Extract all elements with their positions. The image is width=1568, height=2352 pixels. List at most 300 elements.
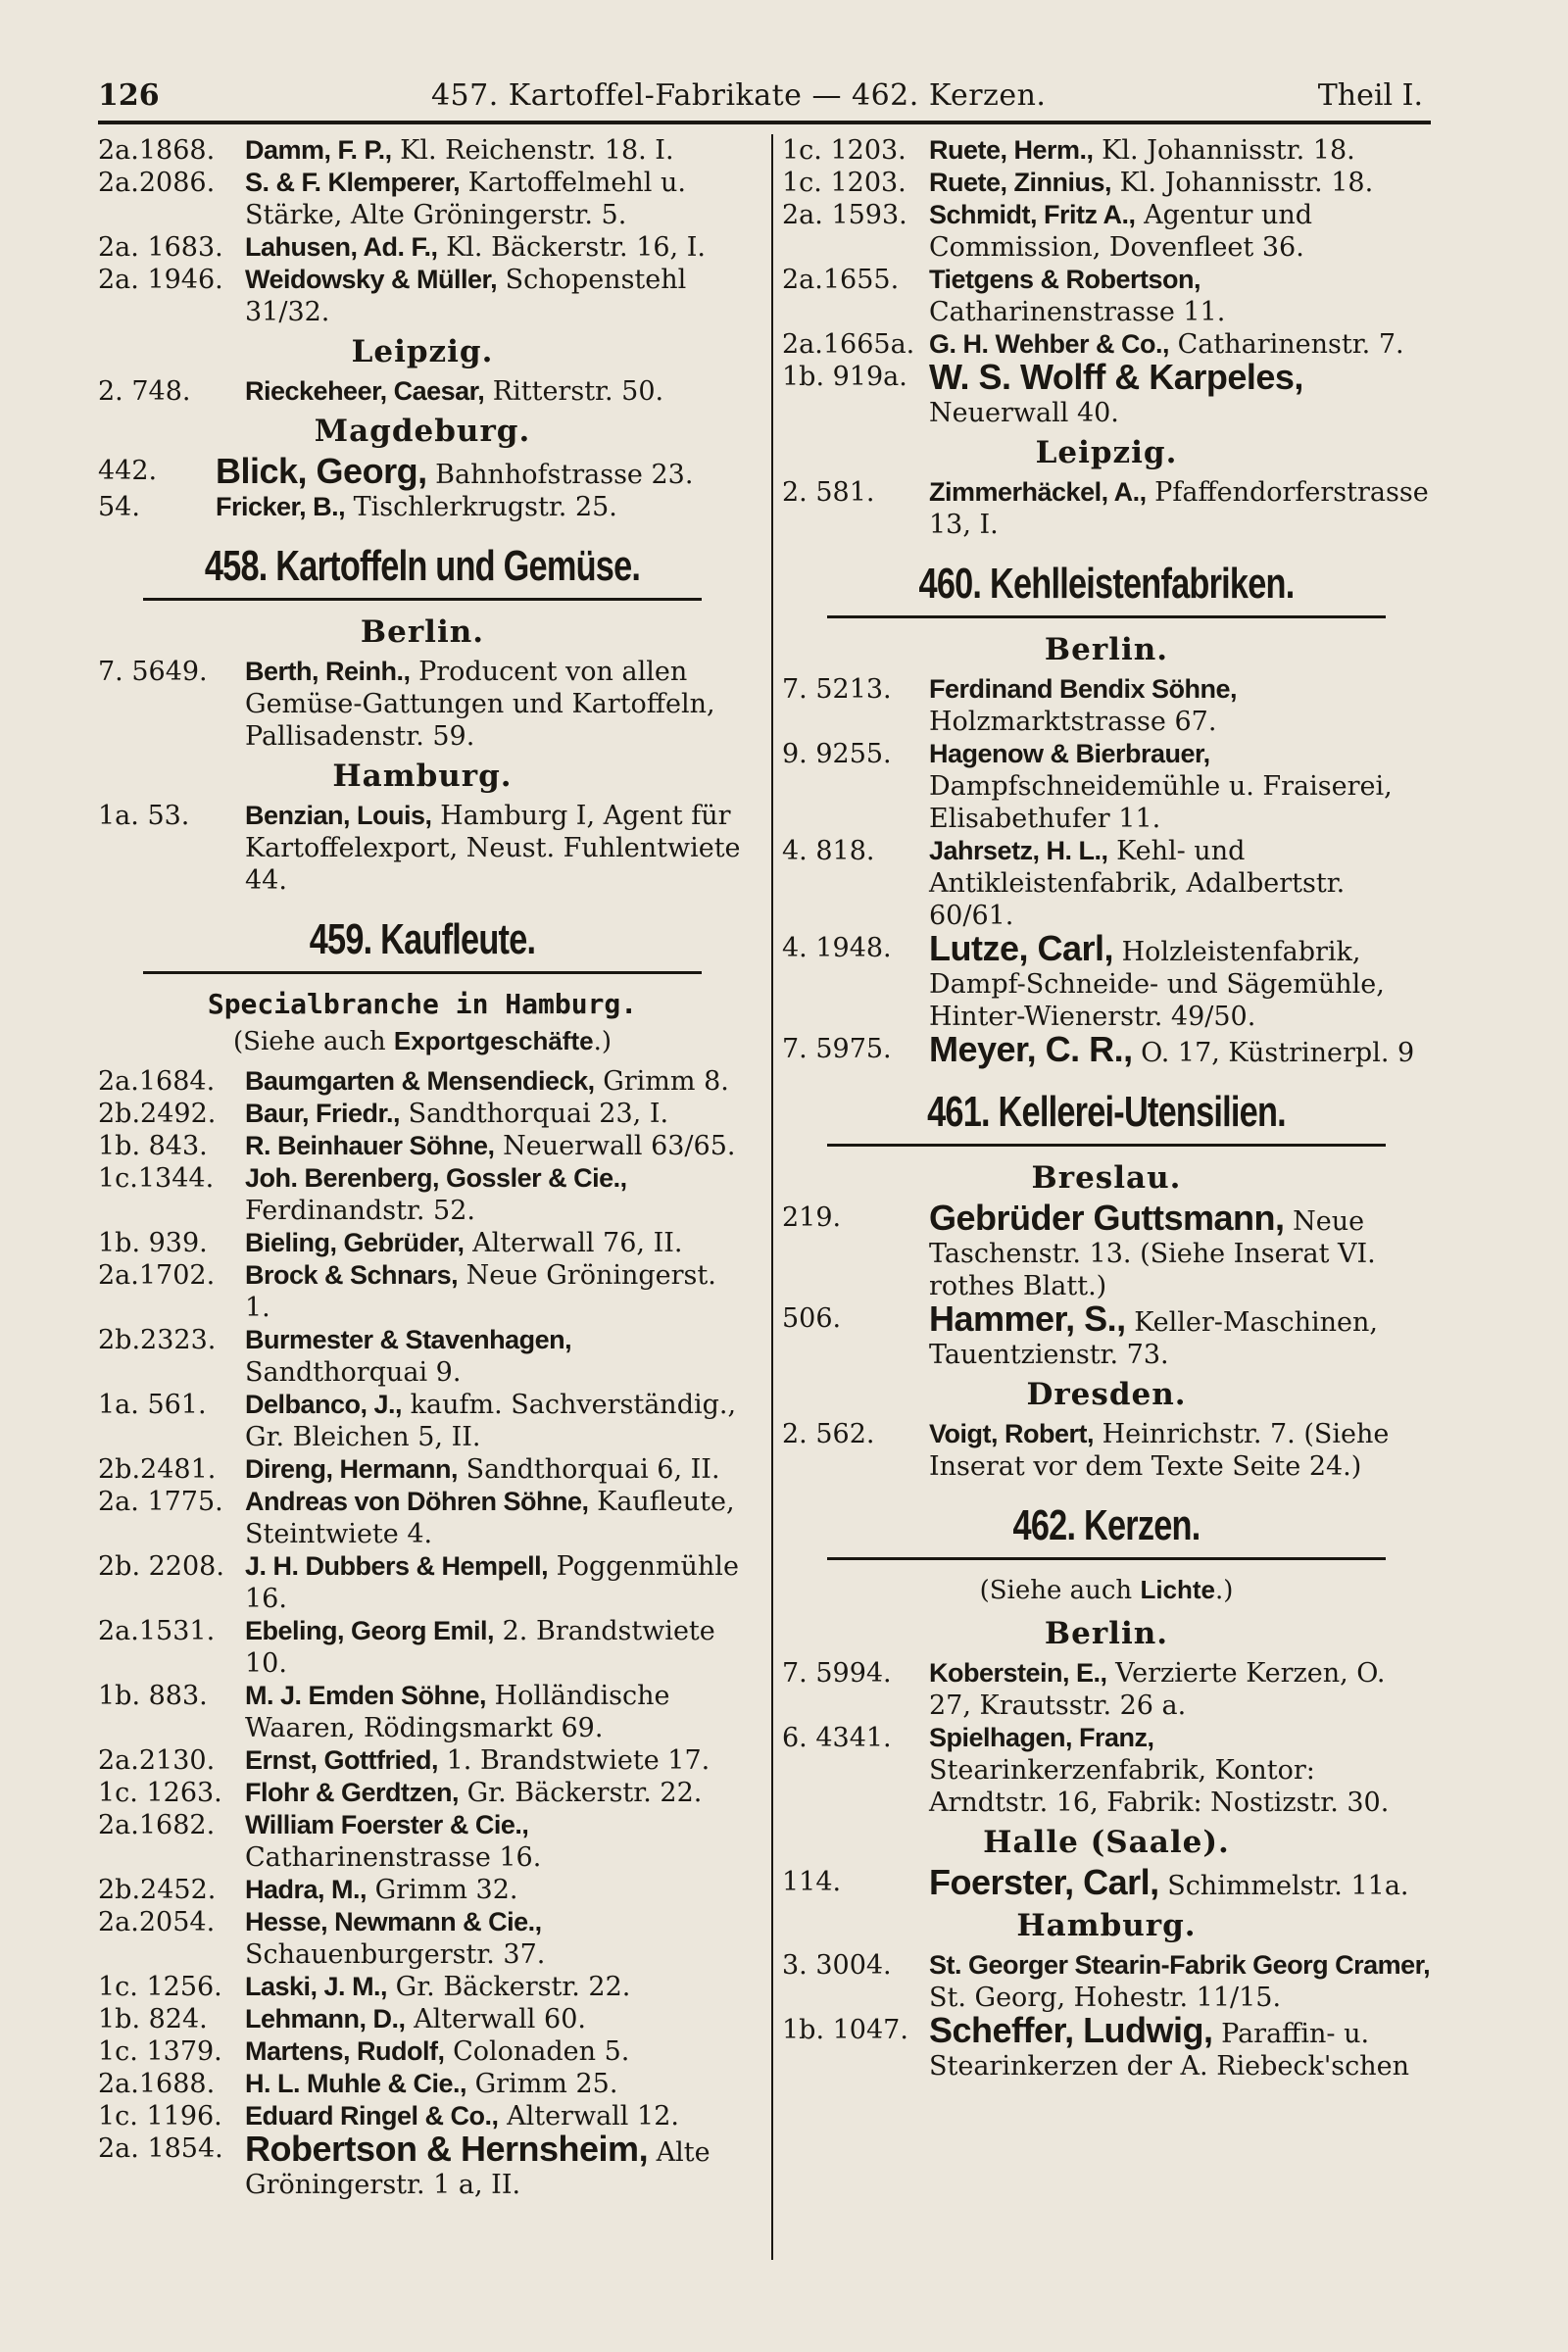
entry-name: Martens, Rudolf, [245,2036,445,2066]
entry-code: 1a. 53. [98,801,190,831]
note-prefix: (Siehe auch [979,1576,1141,1605]
entry-text: Kl. Johannisstr. 18. [1111,168,1374,198]
directory-entry [782,134,1431,167]
cross-reference-note [98,1023,747,1059]
entry-code: 1b. 919a. [782,362,907,392]
entry-name: Lahusen, Ad. F., [245,232,438,262]
entry-body [245,2003,747,2035]
directory-entry [782,2010,1431,2082]
note-prefix: (Siehe auch [232,1027,394,1056]
note-suffix: .) [593,1027,612,1056]
entry-text: Holzleistenfabrik, Dampf-Schneide- und Sägemühle, Hinter-Wienerstr. 49/50. [929,937,1385,1032]
entry-text: Alte Gröningerstr. 1 a, II. [245,2137,710,2200]
city-heading: Leipzig. [351,334,494,369]
entry-name: Hammer, S., [929,1298,1126,1339]
entry-code: 7. 5994. [782,1658,892,1689]
entry-code: 1b. 939. [98,1228,208,1258]
entry-text: Grimm 8. [594,1066,729,1097]
directory-entry [98,1809,747,1874]
entry-text: Grimm 25. [466,2069,618,2099]
city-heading: Berlin. [1044,632,1169,667]
entry-body [929,1198,1431,1302]
entry-body [929,835,1431,932]
entry-code: 2a.1688. [98,2069,216,2099]
entry-body [929,134,1431,167]
entry-body [245,1550,747,1615]
entry-text: Colonaden 5. [444,2036,630,2067]
entry-code: 2a.1684. [98,1066,216,1097]
entry-body [929,1418,1431,1483]
entry-text: Sandthorquai 23, I. [400,1099,669,1129]
entry-body [245,1130,747,1162]
directory-entry [782,1298,1431,1371]
entry-code: 2a. 1854. [98,2133,223,2164]
entry-text: Grimm 32. [367,1875,518,1905]
directory-entry [98,491,747,523]
directory-entry [98,1680,747,1744]
cross-reference-note [782,1572,1431,1608]
section-rule [143,598,701,601]
entry-code: 2a.1868. [98,135,216,166]
entry-name: Ebeling, Georg Emil, [245,1616,495,1645]
entry-name: Ferdinand Bendix Söhne, [929,674,1238,704]
entry-body [929,476,1431,541]
entry-code: 1b. 824. [98,2004,208,2034]
entry-text: Agentur und Commission, Dovenfleet 36. [929,200,1313,263]
entry-name: Eduard Ringel & Co., [245,2101,499,2131]
entry-body [245,1486,747,1550]
entry-text: St. Georg, Hohestr. 11/15. [929,1983,1282,2013]
entry-body [245,1259,747,1324]
city-heading: Halle (Saale). [983,1825,1230,1860]
entry-name: Hagenow & Bierbrauer, [929,739,1210,768]
directory-entry [98,1453,747,1486]
entry-body [929,1029,1431,1069]
directory-entry [98,800,747,897]
entry-code: 7. 5213. [782,674,892,705]
directory-entry [98,1486,747,1550]
entry-name: Rieckeheer, Caesar, [245,376,485,406]
entry-body [245,231,747,264]
entry-text: Schopenstehl 31/32. [245,265,687,327]
directory-entry [98,1971,747,2003]
entry-code: 1b. 883. [98,1681,208,1711]
entry-name: Scheffer, Ludwig, [929,2010,1213,2050]
entry-name: Bieling, Gebrüder, [245,1228,465,1257]
entry-body [245,2068,747,2100]
entry-body [245,1453,747,1486]
entry-code: 2b.2323. [98,1325,217,1355]
entry-body [216,451,747,491]
directory-entry [782,1862,1431,1902]
entry-body [929,357,1431,429]
entry-body [929,2010,1431,2082]
entry-code: 1c. 1256. [98,1972,222,2002]
entry-code: 2b.2452. [98,1875,217,1905]
entry-body [245,264,747,328]
section-rule [827,1144,1385,1147]
entry-body [929,1949,1431,2014]
directory-entry [98,1777,747,1809]
entry-body [929,738,1431,835]
directory-entry [98,1098,747,1130]
entry-code: 2a.2086. [98,168,216,198]
directory-entry [782,673,1431,738]
entry-body [245,1162,747,1227]
section-heading: 459. Kaufleute. [309,915,536,963]
entry-name: Gebrüder Guttsmann, [929,1198,1285,1238]
entry-text: 1. Brandstwiete 17. [438,1745,710,1776]
entry-text: Poggenmühle 16. [245,1551,739,1614]
entry-body [216,491,747,523]
directory-entry [98,2035,747,2068]
entry-code: 1c. 1379. [98,2036,222,2067]
entry-text: Dampfschneidemühle u. Fraiserei, Elisabethufer 11. [929,771,1393,834]
entry-text: Pfaffendorferstrasse 13, I. [929,477,1429,540]
entry-text: Verzierte Kerzen, O. 27, Krautsstr. 26 a. [929,1658,1386,1721]
entry-code: 2. 581. [782,477,875,508]
directory-entry [782,738,1431,835]
entry-body [245,1744,747,1777]
directory-entry [98,1130,747,1162]
entry-code: 2b.2492. [98,1099,217,1129]
entry-name: Hesse, Newmann & Cie., [245,1907,542,1936]
subsection-heading: Specialbranche in Hamburg. [207,988,638,1020]
entry-name: H. L. Muhle & Cie., [245,2069,467,2098]
entry-name: Weidowsky & Müller, [245,265,498,294]
entry-name: M. J. Emden Söhne, [245,1681,487,1710]
entry-name: Tietgens & Robertson, [929,265,1201,294]
entry-name: Schmidt, Fritz A., [929,200,1136,229]
entry-text: Alterwall 60. [405,2004,586,2034]
entry-text: Gr. Bäckerstr. 22. [459,1778,703,1808]
section-rule [827,1557,1385,1560]
entry-text: Kl. Johannisstr. 18. [1093,135,1355,166]
directory-entry [782,476,1431,541]
entry-text: Kl. Reichenstr. 18. I. [391,135,674,166]
entry-body [245,167,747,231]
entry-code: 2a.1531. [98,1616,216,1646]
entry-code: 2b. 2208. [98,1551,224,1582]
directory-entry [98,1906,747,1971]
entry-name: Damm, F. P., [245,135,392,165]
entry-name: J. H. Dubbers & Hempell, [245,1551,549,1581]
entry-name: G. H. Wehber & Co., [929,329,1170,359]
entry-name: Lehmann, D., [245,2004,406,2034]
directory-entry [98,1065,747,1098]
section-heading: 458. Kartoffeln und Gemüse. [204,542,641,590]
entry-name: Meyer, C. R., [929,1029,1133,1069]
entry-name: Ernst, Gottfried, [245,1745,439,1775]
entry-name: Zimmerhäckel, A., [929,477,1147,507]
section-heading: 461. Kellerei-Utensilien. [927,1088,1286,1136]
entry-name: William Foerster & Cie., [245,1810,529,1839]
entry-code: 2a.2054. [98,1907,216,1937]
entry-name: Foerster, Carl, [929,1862,1159,1902]
entry-body [929,1722,1431,1819]
note-reference: Lichte [1140,1575,1216,1604]
directory-entry [98,1550,747,1615]
page-number: 126 [98,78,160,113]
entry-name: Blick, Georg, [216,451,427,491]
entry-text: Kl. Bäckerstr. 16, I. [437,232,706,263]
directory-entry [98,1389,747,1453]
entry-text: Catharinenstrasse 16. [245,1842,542,1873]
entry-text: Alterwall 76, II. [464,1228,683,1258]
entry-text: Tischlerkrugstr. 25. [345,492,617,522]
note-reference: Exportgeschäfte [393,1026,594,1055]
entry-name: Brock & Schnars, [245,1260,459,1290]
entry-code: 2a.1682. [98,1810,216,1840]
entry-text: Holländische Waaren, Rödingsmarkt 69. [245,1681,670,1743]
entry-text: Neue Gröningerst. 1. [245,1260,716,1323]
directory-entry [782,1722,1431,1819]
entry-text: Kehl- und Antikleistenfabrik, Adalbertstr. 60/61. [929,836,1346,931]
entry-text: Bahnhofstrasse 23. [426,460,694,490]
entry-text: 2. Brandstwiete 10. [245,1616,715,1679]
entry-text: Neue Taschenstr. 13. (Siehe Inserat VI. rothes Blatt.) [929,1206,1376,1301]
directory-entry [782,1418,1431,1483]
right-column [764,134,1431,2201]
directory-entry [98,2068,747,2100]
entry-name: Berth, Reinh., [245,657,411,686]
city-heading: Berlin. [360,614,485,650]
city-heading: Hamburg. [332,759,513,794]
entry-text: Paraffin- u. Stearinkerzen der A. Riebeck'schen [929,2019,1410,2082]
directory-entry [782,1198,1431,1302]
column-divider [771,134,773,2260]
entry-body [245,1389,747,1453]
directory-entry [782,199,1431,264]
entry-code: 1c. 1263. [98,1778,222,1808]
entry-name: Ruete, Herm., [929,135,1094,165]
part-label: Theil I. [1317,78,1423,113]
entry-text: Schauenburgerstr. 37. [245,1939,546,1970]
entry-body [245,1971,747,2003]
entry-body [245,800,747,897]
entry-code: 442. [98,456,158,486]
directory-entry [98,231,747,264]
entry-code: 9. 9255. [782,739,892,769]
entry-name: Andreas von Döhren Söhne, [245,1487,589,1516]
entry-name: Flohr & Gerdtzen, [245,1778,460,1807]
section-rule [143,971,701,974]
left-column [98,134,764,2201]
entry-name: Lutze, Carl, [929,928,1114,968]
entry-name: Hadra, M., [245,1875,368,1904]
entry-name: Joh. Berenberg, Gossler & Cie., [245,1163,627,1193]
entry-name: St. Georger Stearin-Fabrik Georg Cramer, [929,1950,1431,1980]
entry-text: Ferdinandstr. 52. [245,1196,475,1226]
entry-name: S. & F. Klemperer, [245,168,461,197]
entry-code: 114. [782,1867,842,1897]
directory-entry [98,134,747,167]
running-title: 457. Kartoffel-Fabrikate — 462. Kerzen. [430,78,1047,113]
directory-entry [98,1259,747,1324]
entry-text: Keller-Maschinen, Tauentzienstr. 73. [929,1307,1378,1370]
entry-name: Robertson & Hernsheim, [245,2129,649,2169]
entry-name: Voigt, Robert, [929,1419,1094,1448]
entry-body [929,673,1431,738]
city-heading: Dresden. [1026,1377,1187,1412]
directory-page [98,78,1431,2323]
directory-entry [782,928,1431,1033]
entry-text: Neuerwall 63/65. [494,1131,736,1161]
entry-code: 1c. 1203. [782,135,906,166]
city-heading: Hamburg. [1016,1908,1197,1943]
directory-entry [782,1029,1431,1069]
entry-code: 2a.1655. [782,265,900,295]
city-heading: Berlin. [1044,1616,1169,1651]
entry-code: 4. 1948. [782,933,892,963]
entry-text: O. 17, Küstrinerpl. 9 [1132,1038,1415,1068]
directory-entry [98,167,747,231]
entry-name: Baur, Friedr., [245,1099,401,1128]
entry-name: Koberstein, E., [929,1658,1107,1688]
entry-code: 4. 818. [782,836,875,866]
entry-body [245,656,747,753]
entry-name: Laski, J. M., [245,1972,388,2001]
entry-body [245,2035,747,2068]
entry-code: 1c.1344. [98,1163,215,1194]
entry-name: Jahrsetz, H. L., [929,836,1108,865]
entry-code: 2a. 1593. [782,200,907,230]
directory-entry [98,1324,747,1389]
entry-body [929,167,1431,199]
entry-text: Catharinenstr. 7. [1169,329,1404,360]
entry-text: Gr. Bäckerstr. 22. [387,1972,631,2002]
directory-entry [782,357,1431,429]
entry-code: 2a. 1775. [98,1487,223,1517]
directory-entry [98,1162,747,1227]
city-heading: Leipzig. [1035,435,1178,470]
entry-code: 1c. 1203. [782,168,906,198]
entry-body [245,2129,747,2201]
entry-text: Stearinkerzenfabrik, Kontor: Arndtstr. 16, Fabrik: Nostizstr. 30. [929,1755,1390,1818]
entry-code: 1c. 1196. [98,2101,222,2132]
entry-body [929,1862,1431,1902]
entry-code: 54. [98,492,140,522]
entry-name: Burmester & Stavenhagen, [245,1325,572,1354]
entry-body [245,1065,747,1098]
entry-body [245,1324,747,1389]
directory-entry [98,264,747,328]
entry-body [245,1777,747,1809]
entry-text: Kartoffelmehl u. Stärke, Alte Gröningerstr. 5. [245,168,686,230]
entry-body [245,1874,747,1906]
entry-body [245,1906,747,1971]
entry-body [929,928,1431,1033]
entry-code: 2a. 1683. [98,232,223,263]
entry-code: 1b. 843. [98,1131,208,1161]
entry-text: Schimmelstr. 11a. [1158,1871,1409,1901]
entry-body [245,375,747,408]
entry-body [245,1098,747,1130]
entry-text: Sandthorquai 9. [245,1357,462,1388]
entry-name: W. S. Wolff & Karpeles, [929,357,1303,397]
entry-name: Delbanco, J., [245,1390,403,1419]
entry-text: Holzmarktstrasse 67. [929,707,1217,737]
entry-name: R. Beinhauer Söhne, [245,1131,495,1160]
directory-entry [98,451,747,491]
columns [98,134,1431,2201]
header-rule [98,121,1431,124]
entry-text: kaufm. Sachverständig., Gr. Bleichen 5, II. [245,1390,737,1452]
section-heading: 460. Kehlleistenfabriken. [918,560,1295,608]
entry-body [929,1657,1431,1722]
section-heading: 462. Kerzen. [1012,1501,1200,1549]
entry-name: Fricker, B., [216,492,346,521]
entry-text: Catharinenstrasse 11. [929,297,1226,327]
entry-code: 2. 748. [98,376,191,407]
entry-code: 3. 3004. [782,1950,892,1981]
entry-text: Producent von allen Gemüse-Gattungen und Kartoffeln, Pallisadenstr. 59. [245,657,715,752]
entry-code: 219. [782,1202,842,1233]
directory-entry [782,167,1431,199]
entry-code: 1b. 1047. [782,2015,908,2045]
entry-name: Ruete, Zinnius, [929,168,1112,197]
directory-entry [98,1227,747,1259]
entry-text: Ritterstr. 50. [484,376,664,407]
entry-code: 1a. 561. [98,1390,207,1420]
entry-code: 2. 562. [782,1419,875,1449]
entry-code: 2b.2481. [98,1454,217,1485]
entry-name: Direng, Hermann, [245,1454,459,1484]
entry-name: Benzian, Louis, [245,801,432,830]
entry-body [929,264,1431,328]
entry-body [245,1227,747,1259]
entry-code: 6. 4341. [782,1723,892,1753]
entry-code: 7. 5975. [782,1034,892,1064]
entry-text: Alterwall 12. [498,2101,679,2132]
directory-entry [98,1615,747,1680]
entry-body [929,199,1431,264]
directory-entry [98,1874,747,1906]
directory-entry [782,1949,1431,2014]
entry-code: 2a.1702. [98,1260,216,1291]
page-header [98,78,1431,119]
entry-code: 2a. 1946. [98,265,223,295]
directory-entry [98,656,747,753]
section-rule [827,615,1385,618]
city-heading: Magdeburg. [314,414,531,449]
directory-entry [782,1657,1431,1722]
directory-entry [782,835,1431,932]
directory-entry [98,375,747,408]
entry-text: Sandthorquai 6, II. [458,1454,720,1485]
entry-text: Kaufleute, Steintwiete 4. [245,1487,735,1549]
entry-code: 7. 5649. [98,657,208,687]
directory-entry [782,264,1431,328]
entry-body [245,1809,747,1874]
entry-code: 2a.1665a. [782,329,915,360]
entry-body [245,1680,747,1744]
entry-text: Hamburg I, Agent für Kartoffelexport, Neust. Fuhlentwiete 44. [245,801,741,896]
entry-name: Baumgarten & Mensendieck, [245,1066,595,1096]
entry-name: Spielhagen, Franz, [929,1723,1154,1752]
entry-text: Neuerwall 40. [929,398,1119,428]
entry-text: Heinrichstr. 7. (Siehe Inserat vor dem Texte Seite 24.) [929,1419,1390,1482]
directory-entry [98,2003,747,2035]
entry-body [245,134,747,167]
entry-code: 2a.2130. [98,1745,216,1776]
note-suffix: .) [1215,1576,1234,1605]
directory-entry [98,1744,747,1777]
entry-body [245,1615,747,1680]
entry-code: 506. [782,1303,842,1334]
city-heading: Breslau. [1031,1160,1182,1196]
entry-body [929,1298,1431,1371]
